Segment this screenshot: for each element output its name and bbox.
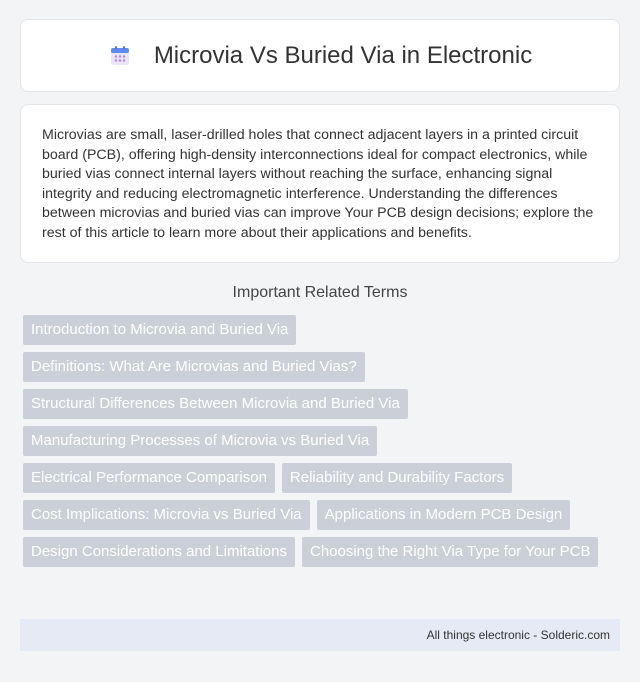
related-term-tag[interactable]: Design Considerations and Limitations (23, 537, 295, 567)
title-card (20, 19, 620, 92)
related-terms-heading: Important Related Terms (232, 284, 408, 301)
related-term-tag[interactable]: Introduction to Microvia and Buried Via (23, 315, 296, 345)
footer-text: All things electronic - Solderic.com (426, 628, 610, 642)
calendar-icon (108, 44, 132, 68)
related-term-tag[interactable]: Applications in Modern PCB Design (317, 500, 571, 530)
summary-text: Microvias are small, laser-drilled holes that connect adjacent layers in a printed circuit board (PCB), offering high-density interconnections ideal for compact electronics, while buried vias connect internal layers without reaching the surface, enhancing signal integrity and reducing electromagnetic interference. Understanding the differences between microvias and buried vias can improve Your PCB design decisions; explore the rest of this article to learn more about their applications and benefits. (42, 127, 594, 241)
related-term-tag[interactable]: Cost Implications: Microvia vs Buried Via (23, 500, 310, 530)
page-title: Microvia Vs Buried Via in Electronic (153, 41, 533, 69)
related-term-tag[interactable]: Reliability and Durability Factors (282, 463, 512, 493)
related-term-tag[interactable]: Electrical Performance Comparison (23, 463, 275, 493)
related-term-tag[interactable]: Choosing the Right Via Type for Your PCB (302, 537, 598, 567)
summary-card (20, 104, 620, 263)
related-terms-list (23, 315, 623, 567)
footer (20, 619, 620, 651)
related-term-tag[interactable]: Manufacturing Processes of Microvia vs Buried Via (23, 426, 377, 456)
related-term-tag[interactable]: Definitions: What Are Microvias and Buried Vias? (23, 352, 365, 382)
related-term-tag[interactable]: Structural Differences Between Microvia and Buried Via (23, 389, 408, 419)
